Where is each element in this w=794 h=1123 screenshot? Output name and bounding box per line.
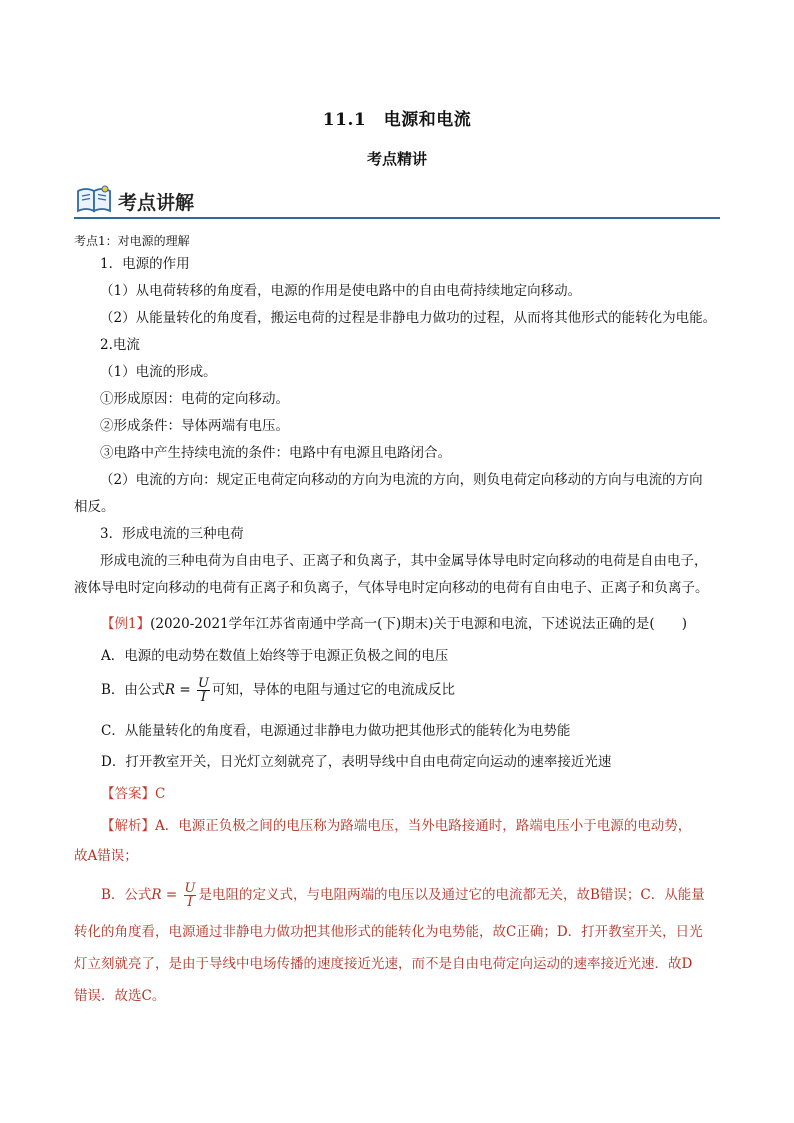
page-subtitle: 考点精讲 — [366, 150, 427, 168]
s1-para-2: （2）从能量转化的角度看，搬运电荷的过程是非静电力做功的过程，从而将其他形式的能转化为电能。 — [100, 310, 717, 326]
page-title: 11.1 电源和电流 — [322, 110, 472, 130]
option-a: A．电源的电动势在数值上始终等于电源正负极之间的电压 — [101, 648, 449, 664]
s1-para-1: （1）从电荷转移的角度看，电源的作用是使电路中的自由电荷持续地定向移动。 — [100, 283, 582, 299]
s3-para-2: 液体导电时定向移动的电荷有正离子和负离子，气体导电时定向移动的电荷有自由电子、正离子和负离子。 — [74, 580, 709, 596]
s3-para-1: 形成电流的三种电荷为自由电子、正离子和负离子，其中金属导体导电时定向移动的电荷是自由电子， — [100, 553, 708, 569]
option-d: D．打开教室开关，日光灯立刻就亮了，表明导线中自由电荷定向运动的速率接近光速 — [101, 754, 612, 770]
section-banner — [74, 183, 720, 219]
example-question: (2020-2021学年江苏省南通中学高一(下)期末)关于电源和电流，下述说法正确的是( ) — [150, 616, 687, 632]
s2-para-2a: （2）电流的方向：规定正电荷定向移动的方向为电流的方向，则负电荷定向移动的方向与电流的方向 — [100, 472, 703, 488]
analysis-formula-fraction: $\frac{U}{I}$ — [184, 881, 196, 910]
banner-title: 考点讲解 — [118, 192, 195, 214]
s2-item-2: ②形成条件：导体两端有电压。 — [100, 418, 289, 434]
s2-para-2b: 相反。 — [74, 499, 115, 515]
s2-para-1: （1）电流的形成。 — [100, 364, 217, 380]
analysis-line-1: 【解析】A．电源正负极之间的电压称为路端电压，当外电路接通时，路端电压小于电源的电动势， — [101, 818, 692, 834]
example-question-line — [101, 614, 687, 634]
kp1-title: 考点1：对电源的理解 — [74, 234, 190, 248]
analysis-line-2: B．公式R = $\frac{U}{I}$ 是电阻的定义式，与电阻两端的电压以及通过它的电流都无关，故B错误；C．从能量 — [101, 881, 705, 910]
s1-heading: 1．电源的作用 — [100, 256, 190, 272]
banner-divider — [74, 217, 720, 219]
s3-heading: 3．形成电流的三种电荷 — [100, 526, 244, 542]
answer: 【答案】C — [101, 786, 166, 802]
formula-fraction: $\frac{U}{I}$ — [198, 676, 209, 705]
s2-heading: 2.电流 — [100, 337, 140, 353]
analysis-line-1b: 故A错误； — [74, 848, 138, 864]
option-b: B．由公式R = $\frac{U}{I}$ 可知，导体的电阻与通过它的电流成反比 — [101, 676, 455, 705]
book-icon — [76, 185, 112, 213]
analysis-line-5: 错误．故选C。 — [74, 988, 166, 1004]
option-c: C．从能量转化的角度看，电源通过非静电力做功把其他形式的能转化为电势能 — [101, 723, 571, 739]
s2-item-1: ①形成原因：电荷的定向移动。 — [100, 391, 289, 407]
analysis-line-3: 转化的角度看，电源通过非静电力做功把其他形式的能转化为电势能，故C正确；D．打开教室开关，日光 — [74, 924, 703, 940]
s2-item-3: ③电路中产生持续电流的条件：电路中有电源且电路闭合。 — [100, 445, 451, 461]
analysis-line-4: 灯立刻就亮了，是由于导线中电场传播的速度接近光速，而不是自由电荷定向运动的速率接近光速．故D — [74, 956, 693, 972]
example-label: 【例1】 — [101, 616, 151, 632]
